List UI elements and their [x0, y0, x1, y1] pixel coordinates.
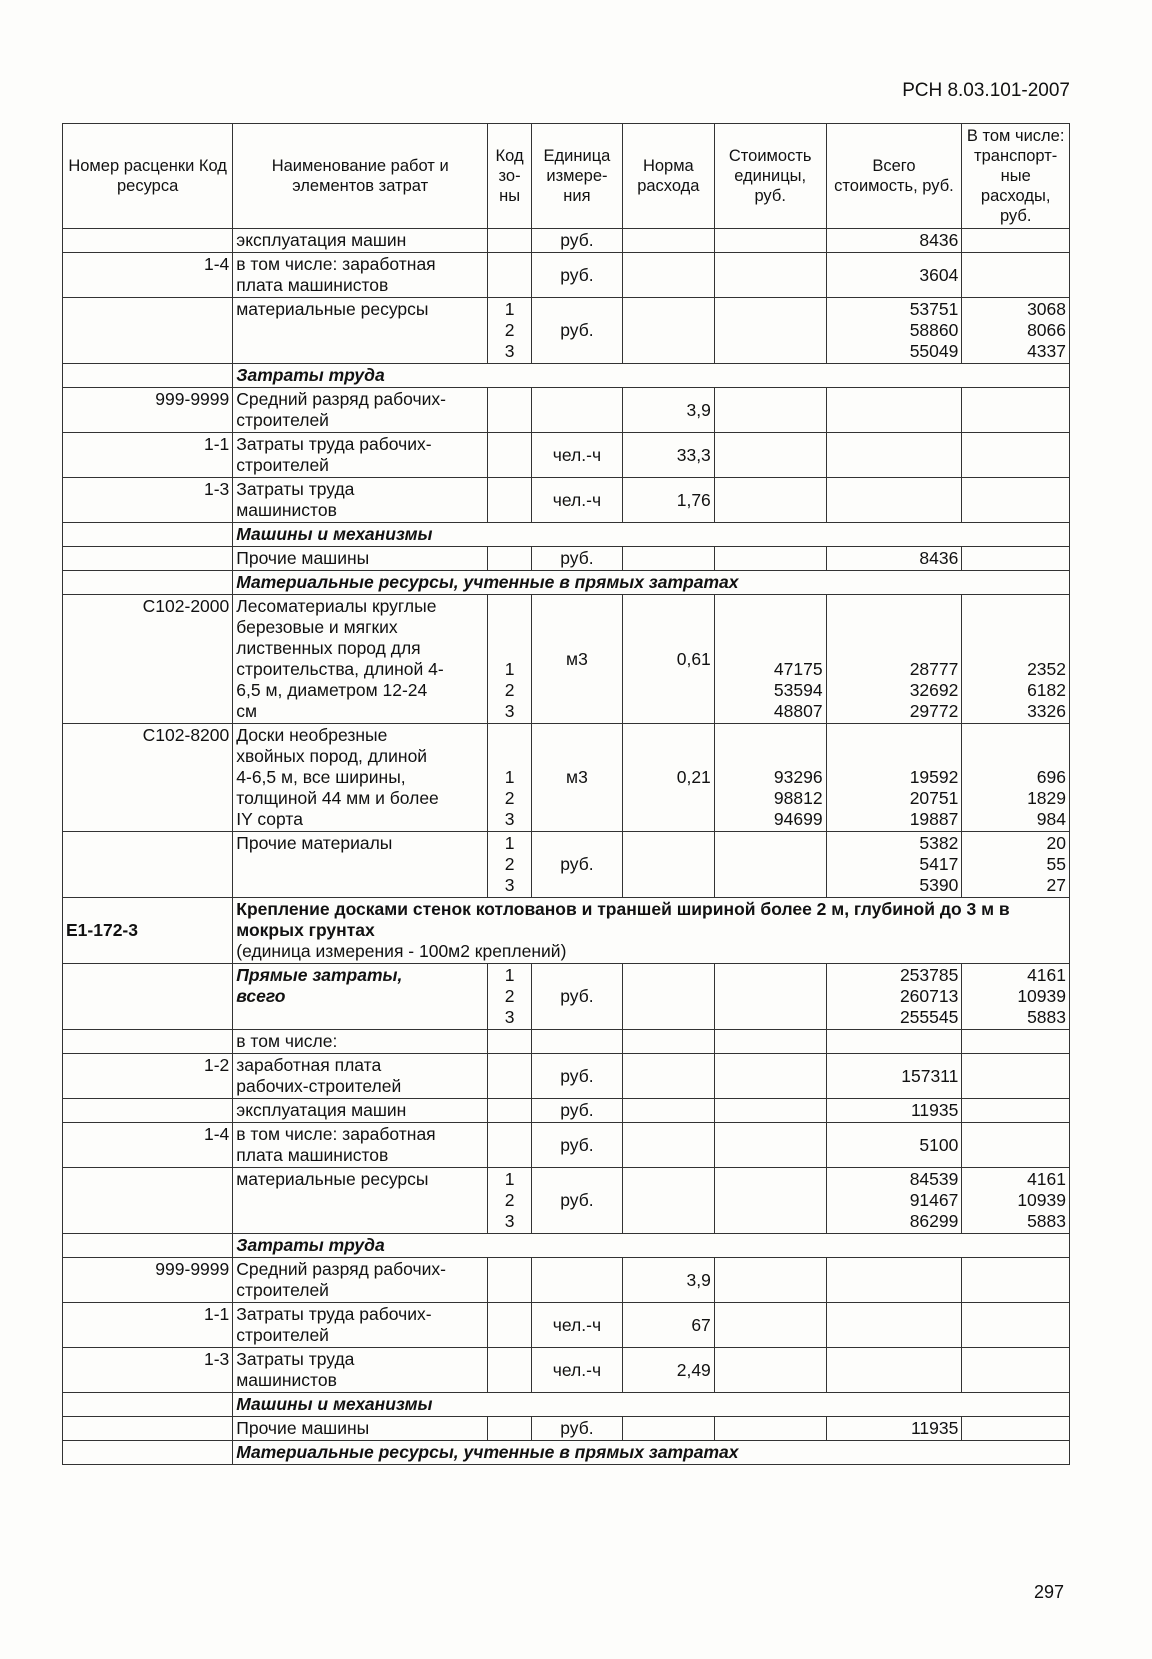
unit-cost [714, 478, 826, 523]
total-cost: 11935 [826, 1417, 962, 1441]
rate-unit-note: (единица измерения - 100м2 креплений) [236, 941, 567, 961]
unit-cost [714, 298, 826, 364]
transport-cost-value: 1829 [1027, 788, 1066, 808]
zone-code [488, 1099, 532, 1123]
total-cost [826, 433, 962, 478]
table-row [63, 1417, 1070, 1441]
transport-cost-value: 696 [1036, 767, 1066, 787]
total-cost [826, 595, 962, 724]
norm [622, 547, 714, 571]
norm: 0,21 [622, 724, 714, 832]
zone-value: 2 [504, 320, 515, 340]
total-cost-value: 260713 [899, 986, 959, 1006]
transport-cost [962, 1168, 1070, 1234]
cost-element-name: эксплуатация машин [233, 229, 488, 253]
zone-code [488, 1030, 532, 1054]
cost-element-name: Прямые затраты, всего [233, 964, 488, 1030]
zone-code [488, 1417, 532, 1441]
table-row [63, 478, 1070, 523]
total-cost-value: 253785 [899, 965, 959, 985]
unit-cost [714, 253, 826, 298]
total-cost: 5100 [826, 1123, 962, 1168]
zone-value: 2 [504, 788, 515, 808]
zone-value: 3 [504, 1211, 515, 1231]
unit-cost [714, 1123, 826, 1168]
section-title: Материальные ресурсы, учтенные в прямых затратах [233, 1441, 1070, 1465]
unit: руб. [532, 1417, 623, 1441]
total-cost [826, 1168, 962, 1234]
unit-cost [714, 724, 826, 832]
transport-cost [962, 832, 1070, 898]
cost-element-name: материальные ресурсы [233, 1168, 488, 1234]
zone-value: 1 [504, 299, 515, 319]
norm [622, 1417, 714, 1441]
transport-cost [962, 595, 1070, 724]
total-cost-value: 255545 [899, 1007, 959, 1027]
zone-code [488, 1258, 532, 1303]
unit: чел.-ч [532, 478, 623, 523]
unit-cost [714, 1258, 826, 1303]
unit-cost [714, 388, 826, 433]
section-code-cell [63, 523, 233, 547]
norm [622, 832, 714, 898]
cost-element-name: Затраты труда машинистов [233, 478, 488, 523]
table-row [63, 1168, 1070, 1234]
norm: 33,3 [622, 433, 714, 478]
norm [622, 253, 714, 298]
unit: чел.-ч [532, 1303, 623, 1348]
total-cost-value: 91467 [909, 1190, 959, 1210]
zone-code [488, 388, 532, 433]
norm [622, 1123, 714, 1168]
total-cost-value: 29772 [909, 701, 959, 721]
resource-code [63, 964, 233, 1030]
cost-element-name: Затраты труда машинистов [233, 1348, 488, 1393]
resource-code [63, 229, 233, 253]
zone-code [488, 229, 532, 253]
total-cost [826, 388, 962, 433]
total-cost [826, 1258, 962, 1303]
resource-code: 999-9999 [63, 1258, 233, 1303]
total-cost-value: 5390 [919, 875, 959, 895]
zone-value: 1 [504, 767, 515, 787]
table-row [63, 1123, 1070, 1168]
section-title: Затраты труда [233, 364, 1070, 388]
section-code-cell [63, 1393, 233, 1417]
unit-cost [714, 1303, 826, 1348]
norm: 2,49 [622, 1348, 714, 1393]
col-header-code: Номер расценки Код ресурса [63, 124, 233, 229]
zone-value: 1 [504, 965, 515, 985]
total-cost: 3604 [826, 253, 962, 298]
unit-cost [714, 1168, 826, 1234]
rate-heading-row [63, 898, 1070, 964]
rate-title: Крепление досками стенок котлованов и траншей шириной более 2 м, глубиной до 3 м в мокрых грунтах [236, 899, 1010, 940]
norm [622, 1099, 714, 1123]
total-cost-value: 28777 [909, 659, 959, 679]
table-row [63, 964, 1070, 1030]
section-row [63, 571, 1070, 595]
norm [622, 1030, 714, 1054]
transport-cost [962, 1099, 1070, 1123]
unit: руб. [532, 298, 623, 364]
zone-value: 1 [504, 833, 515, 853]
total-cost [826, 964, 962, 1030]
total-cost-value: 19887 [909, 809, 959, 829]
unit: руб. [532, 253, 623, 298]
zone-code [488, 1168, 532, 1234]
cost-element-name: эксплуатация машин [233, 1099, 488, 1123]
cost-element-name: Средний разряд рабочих- строителей [233, 1258, 488, 1303]
cost-element-name: Прочие машины [233, 547, 488, 571]
section-title: Машины и механизмы [233, 1393, 1070, 1417]
section-row [63, 364, 1070, 388]
norm [622, 1054, 714, 1099]
resource-code [63, 547, 233, 571]
transport-cost-value: 5883 [1027, 1211, 1066, 1231]
total-cost-value: 20751 [909, 788, 959, 808]
transport-cost-value: 4337 [1027, 341, 1066, 361]
unit-cost [714, 1099, 826, 1123]
zone-code [488, 1303, 532, 1348]
zone-code [488, 595, 532, 724]
zone-code [488, 724, 532, 832]
cost-element-name: материальные ресурсы [233, 298, 488, 364]
section-title: Материальные ресурсы, учтенные в прямых затратах [233, 571, 1070, 595]
table-row [63, 229, 1070, 253]
norm [622, 229, 714, 253]
transport-cost [962, 298, 1070, 364]
total-cost-value: 53751 [909, 299, 959, 319]
unit-cost [714, 1417, 826, 1441]
resource-code: С102-8200 [63, 724, 233, 832]
zone-value: 2 [504, 680, 515, 700]
unit-cost-value: 53594 [773, 680, 823, 700]
zone-code [488, 478, 532, 523]
transport-cost-value: 3068 [1027, 299, 1066, 319]
zone-code [488, 964, 532, 1030]
total-cost-value: 55049 [909, 341, 959, 361]
unit-cost [714, 229, 826, 253]
zone-code [488, 1348, 532, 1393]
unit [532, 388, 623, 433]
col-header-unit-cost: Стоимость единицы, руб. [714, 124, 826, 229]
transport-cost [962, 1123, 1070, 1168]
unit [532, 1258, 623, 1303]
transport-cost [962, 1303, 1070, 1348]
resource-code [63, 298, 233, 364]
zone-value: 3 [504, 809, 515, 829]
table-row [63, 547, 1070, 571]
unit: чел.-ч [532, 1348, 623, 1393]
zone-code [488, 1054, 532, 1099]
unit: руб. [532, 964, 623, 1030]
zone-code [488, 433, 532, 478]
cost-element-name: в том числе: [233, 1030, 488, 1054]
total-cost-value: 5417 [919, 854, 959, 874]
table-body [63, 229, 1070, 1465]
transport-cost-value: 4161 [1027, 1169, 1066, 1189]
cost-element-name: Лесоматериалы круглые березовые и мягких лиственных пород для строительства, длиной 4- 6,5 м, диаметром 12-24 см [233, 595, 488, 724]
zone-code [488, 298, 532, 364]
table-row [63, 1348, 1070, 1393]
resource-code: 1-1 [63, 1303, 233, 1348]
total-cost-value: 84539 [909, 1169, 959, 1189]
zone-value: 3 [504, 341, 515, 361]
norm: 1,76 [622, 478, 714, 523]
cost-element-name: в том числе: заработная плата машинистов [233, 253, 488, 298]
table-row [63, 1099, 1070, 1123]
table-row [63, 253, 1070, 298]
total-cost-value: 5382 [919, 833, 959, 853]
total-cost-value: 86299 [909, 1211, 959, 1231]
transport-cost [962, 388, 1070, 433]
unit-cost-value: 94699 [773, 809, 823, 829]
transport-cost-value: 4161 [1027, 965, 1066, 985]
transport-cost-value: 10939 [1017, 1190, 1066, 1210]
unit-cost-value: 48807 [773, 701, 823, 721]
table-row [63, 595, 1070, 724]
transport-cost-value: 20 [1046, 833, 1066, 853]
total-cost [826, 1303, 962, 1348]
section-row [63, 1393, 1070, 1417]
total-cost [826, 724, 962, 832]
transport-cost-value: 984 [1036, 809, 1066, 829]
total-cost [826, 1348, 962, 1393]
rate-title-cell [233, 898, 1070, 964]
section-code-cell [63, 1234, 233, 1258]
zone-value: 2 [504, 854, 515, 874]
cost-element-name: Средний разряд рабочих- строителей [233, 388, 488, 433]
unit: руб. [532, 1054, 623, 1099]
norm [622, 298, 714, 364]
section-title: Машины и механизмы [233, 523, 1070, 547]
table-row [63, 1054, 1070, 1099]
unit: м3 [532, 724, 623, 832]
zone-value: 3 [504, 875, 515, 895]
unit: чел.-ч [532, 433, 623, 478]
transport-cost [962, 253, 1070, 298]
unit-cost-value: 98812 [773, 788, 823, 808]
norm: 67 [622, 1303, 714, 1348]
total-cost-value: 58860 [909, 320, 959, 340]
section-row [63, 1441, 1070, 1465]
cost-element-name: Доски необрезные хвойных пород, длиной 4-6,5 м, все ширины, толщиной 44 мм и более IY сорта [233, 724, 488, 832]
table-row [63, 832, 1070, 898]
unit-cost [714, 595, 826, 724]
col-header-name: Наименование работ и элементов затрат [233, 124, 488, 229]
norm: 3,9 [622, 1258, 714, 1303]
norm [622, 1168, 714, 1234]
resource-code: 1-2 [63, 1054, 233, 1099]
resource-code [63, 1099, 233, 1123]
total-cost: 157311 [826, 1054, 962, 1099]
cost-element-name: Прочие машины [233, 1417, 488, 1441]
table-row [63, 433, 1070, 478]
transport-cost [962, 724, 1070, 832]
rates-table [62, 123, 1070, 1465]
zone-value: 2 [504, 986, 515, 1006]
document-code: РСН 8.03.101-2007 [902, 80, 1070, 101]
section-row [63, 1234, 1070, 1258]
table-row [63, 1303, 1070, 1348]
unit: руб. [532, 832, 623, 898]
transport-cost-value: 8066 [1027, 320, 1066, 340]
unit-cost [714, 1030, 826, 1054]
unit: руб. [532, 1168, 623, 1234]
table-row [63, 1258, 1070, 1303]
table-row [63, 388, 1070, 433]
cost-element-name: Прочие материалы [233, 832, 488, 898]
cost-element-name: в том числе: заработная плата машинистов [233, 1123, 488, 1168]
resource-code [63, 1030, 233, 1054]
transport-cost-value: 6182 [1027, 680, 1066, 700]
total-cost [826, 1030, 962, 1054]
zone-code [488, 832, 532, 898]
transport-cost [962, 547, 1070, 571]
unit-cost [714, 1054, 826, 1099]
cost-element-name: Затраты труда рабочих- строителей [233, 1303, 488, 1348]
resource-code [63, 1168, 233, 1234]
col-header-zone: Код зо-ны [488, 124, 532, 229]
transport-cost [962, 964, 1070, 1030]
unit-cost [714, 964, 826, 1030]
transport-cost [962, 229, 1070, 253]
col-header-norm: Норма расхода [622, 124, 714, 229]
unit: руб. [532, 229, 623, 253]
resource-code: 999-9999 [63, 388, 233, 433]
zone-value: 1 [504, 659, 515, 679]
unit: руб. [532, 1099, 623, 1123]
resource-code: 1-4 [63, 253, 233, 298]
unit-cost [714, 433, 826, 478]
unit-cost-value: 93296 [773, 767, 823, 787]
total-cost [826, 478, 962, 523]
resource-code [63, 1417, 233, 1441]
transport-cost-value: 5883 [1027, 1007, 1066, 1027]
page-number: 297 [1033, 1582, 1064, 1602]
total-cost: 8436 [826, 547, 962, 571]
total-cost-value: 32692 [909, 680, 959, 700]
total-cost: 11935 [826, 1099, 962, 1123]
transport-cost-value: 10939 [1017, 986, 1066, 1006]
transport-cost-value: 27 [1046, 875, 1066, 895]
transport-cost [962, 478, 1070, 523]
transport-cost [962, 1348, 1070, 1393]
norm: 3,9 [622, 388, 714, 433]
transport-cost-value: 2352 [1027, 659, 1066, 679]
zone-code [488, 547, 532, 571]
cost-element-name: заработная плата рабочих-строителей [233, 1054, 488, 1099]
unit: м3 [532, 595, 623, 724]
zone-value: 3 [504, 701, 515, 721]
total-cost [826, 298, 962, 364]
unit-cost [714, 832, 826, 898]
section-code-cell [63, 364, 233, 388]
resource-code: 1-3 [63, 478, 233, 523]
unit: руб. [532, 1123, 623, 1168]
zone-value: 1 [504, 1169, 515, 1189]
section-code-cell [63, 571, 233, 595]
transport-cost [962, 1030, 1070, 1054]
transport-cost-value: 3326 [1027, 701, 1066, 721]
section-title: Затраты труда [233, 1234, 1070, 1258]
norm [622, 964, 714, 1030]
table-row [63, 1030, 1070, 1054]
resource-code: 1-4 [63, 1123, 233, 1168]
table-row [63, 298, 1070, 364]
section-row [63, 523, 1070, 547]
transport-cost-value: 55 [1046, 854, 1066, 874]
total-cost: 8436 [826, 229, 962, 253]
resource-code: С102-2000 [63, 595, 233, 724]
transport-cost [962, 433, 1070, 478]
resource-code: 1-1 [63, 433, 233, 478]
zone-code [488, 1123, 532, 1168]
rate-code: Е1-172-3 [63, 898, 233, 964]
norm: 0,61 [622, 595, 714, 724]
col-header-total: Всего стоимость, руб. [826, 124, 962, 229]
unit: руб. [532, 547, 623, 571]
zone-value: 3 [504, 1007, 515, 1027]
resource-code: 1-3 [63, 1348, 233, 1393]
total-cost [826, 832, 962, 898]
cost-element-name: Затраты труда рабочих- строителей [233, 433, 488, 478]
col-header-unit: Единица измере-ния [532, 124, 623, 229]
transport-cost [962, 1054, 1070, 1099]
unit [532, 1030, 623, 1054]
col-header-transport: В том числе: транспорт-ные расходы, руб. [962, 124, 1070, 229]
zone-code [488, 253, 532, 298]
resource-code [63, 832, 233, 898]
unit-cost [714, 547, 826, 571]
total-cost-value: 19592 [909, 767, 959, 787]
transport-cost [962, 1258, 1070, 1303]
unit-cost [714, 1348, 826, 1393]
table-row [63, 724, 1070, 832]
transport-cost [962, 1417, 1070, 1441]
unit-cost-value: 47175 [773, 659, 823, 679]
table-header-row [63, 124, 1070, 229]
zone-value: 2 [504, 1190, 515, 1210]
section-code-cell [63, 1441, 233, 1465]
